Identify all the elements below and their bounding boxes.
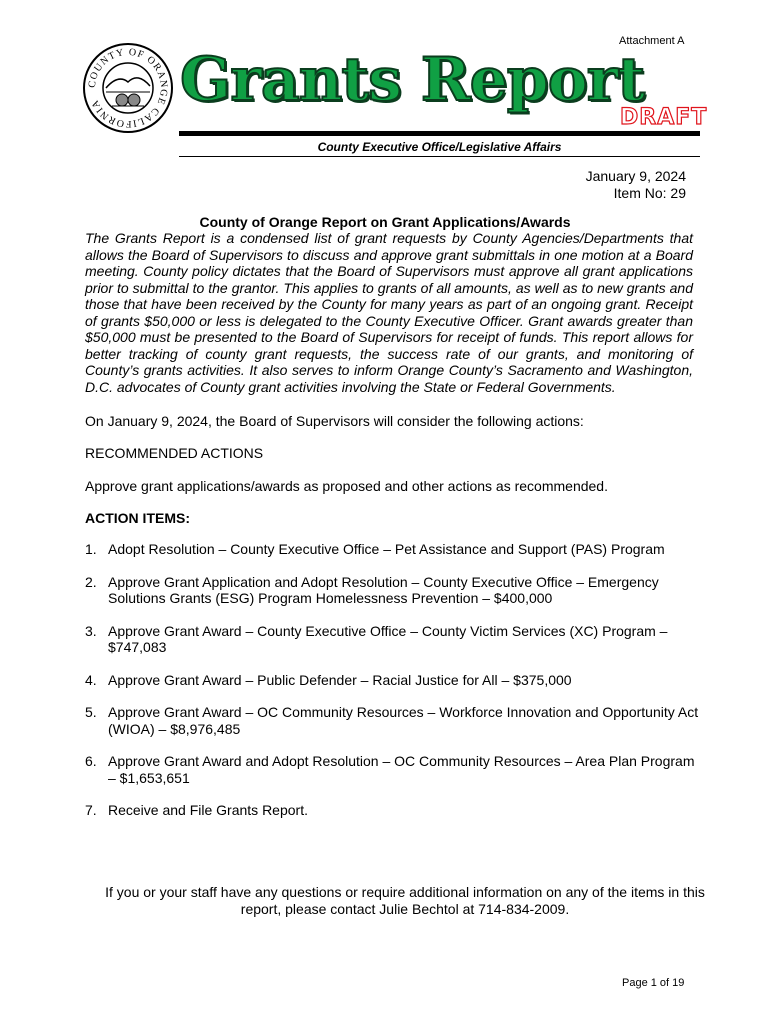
list-item [85,623,705,656]
office-label: County Executive Office/Legislative Affairs [317,140,562,154]
list-item [85,672,705,689]
recommended-heading: RECOMMENDED ACTIONS [85,445,264,461]
list-item-text: Approve Grant Award and Adopt Resolution – OC Community Resources – Area Plan Program – $1,653,651 [108,753,695,786]
contact-paragraph: If you or your staff have any questions or require additional information on any of the items in this report, please contact Julie Bechtol at 714-834-2009. [105,884,705,917]
list-item-text: Approve Grant Application and Adopt Resolution – County Executive Office – Emergency Solutions Grants (ESG) Program Homelessness Prevention – $400,000 [108,573,659,606]
list-item [85,753,705,786]
list-item-number: 4. [85,671,97,688]
list-item-text: Adopt Resolution – County Executive Office – Pet Assistance and Support (PAS) Program [108,541,665,557]
report-date: January 9, 2024 [585,168,686,184]
header-rule-thick [179,131,700,136]
report-heading: County of Orange Report on Grant Applications/Awards [199,214,571,230]
action-items-heading: ACTION ITEMS: [85,510,190,526]
draft-label: DRAFT [620,105,708,130]
list-item-number: 7. [85,802,97,818]
consider-paragraph: On January 9, 2024, the Board of Supervisors will consider the following actions: [85,413,584,429]
list-item-text: Approve Grant Award – Public Defender – Racial Justice for All – $375,000 [108,671,572,688]
list-item-number: 3. [85,622,97,639]
page-number: Page 1 of 19 [622,977,685,989]
recommended-text: Approve grant applications/awards as proposed and other actions as recommended. [85,478,608,494]
header-rule-thin [179,156,700,157]
list-item-number: 1. [85,541,97,557]
intro-paragraph: The Grants Report is a condensed list of grant requests by County Agencies/Departments that allows the Board of Supervisors to discuss and approve grant submittals in one motion at a Board meeting. County policy dictates that the Board of Supervisors must approve all grant applications prior to submittal to the grantor. This applies to grants of all amounts, as well as to new grants and those that have been received by the County for many years as part of an ongoing grant. Receipt of grants $50,000 or less is delegated to the County Executive Officer. Grant awards greater than $50,000 must be presented to the Board of Supervisors for receipt of funds. This report allows for better tracking of county grant requests, the success rate of our grants, and monitoring of County’s grants activities. It also serves to inform Orange County’s Sacramento and Washington, D.C. advocates of County grant activities involving the State or Federal Governments. [85,230,693,395]
list-item [85,541,705,558]
action-list [85,541,705,835]
list-item-number: 5. [85,704,97,720]
list-item-text: Approve Grant Award – County Executive Office – County Victim Services (XC) Program – $747,083 [108,622,668,655]
list-item-number: 6. [85,753,97,769]
list-item [85,802,705,819]
list-item [85,704,705,737]
report-title: Grants Report [180,45,645,115]
list-item [85,574,705,607]
svg-text:COUNTY OF ORANGE CALIFORNIA: COUNTY OF ORANGE CALIFORNIA [86,46,170,130]
item-number: Item No: 29 [613,185,686,201]
list-item-text: Approve Grant Award – OC Community Resources – Workforce Innovation and Opportunity Act (WIOA) – $8,976,485 [108,704,699,737]
attachment-label: Attachment A [619,35,685,47]
list-item-text: Receive and File Grants Report. [108,802,308,818]
county-seal-icon [82,42,174,134]
list-item-number: 2. [85,573,97,590]
